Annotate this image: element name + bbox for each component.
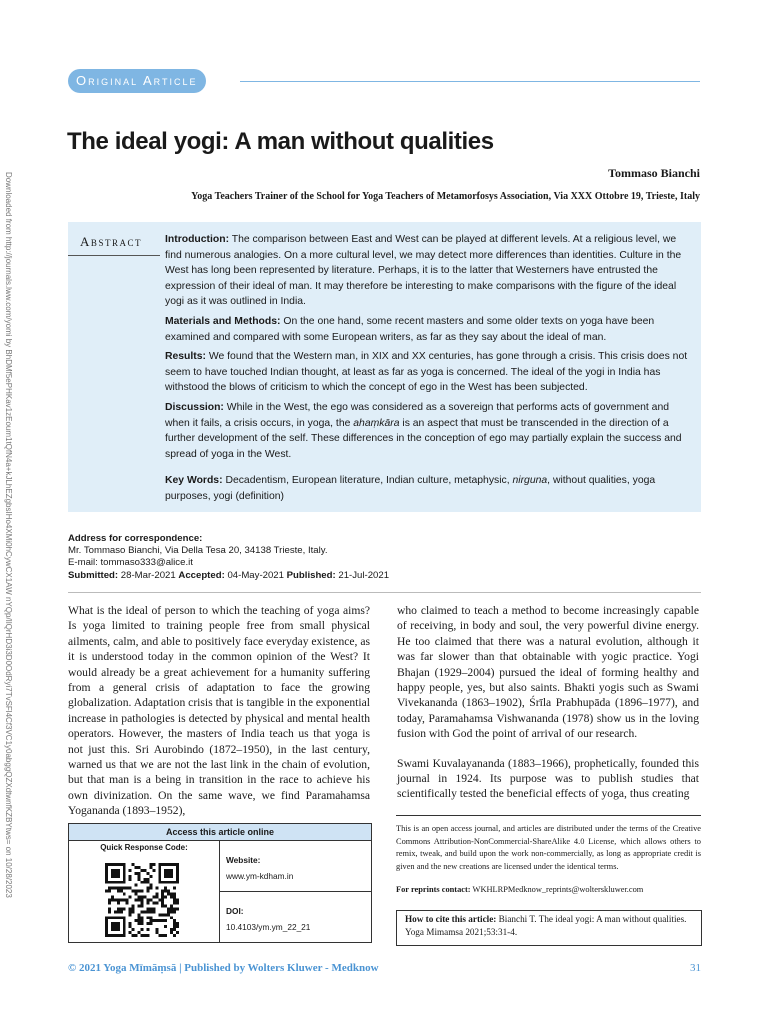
introduction-text: The comparison between East and West can be played at different levels. At a religious level, we find numerous analogies. On a more cultural level, we may detect more differences than identities. Culture in the West has long been represented by literature. Perhaps, it is to the latter that Westerners have entrusted the expression of their ideal of man. It may therefore be interesting to make comparisons with the figure of the ideal yogi as it was outlined in India.	[165, 234, 682, 308]
correspondence-address: Mr. Tommaso Bianchi, Via Della Tesa 20, 34138 Trieste, Italy.	[68, 545, 328, 557]
discussion-text-a: While in the West, the ego was considered as a sovereign that performs acts of government and when it fails, a crisis occurs, in yoga, the	[165, 401, 670, 429]
abstract-label-rule	[68, 255, 160, 256]
keywords-text-a: Decadentism, European literature, Indian culture, metaphysic,	[225, 475, 510, 486]
cite-label: How to cite this article:	[405, 914, 497, 924]
qr-code-icon[interactable]	[105, 863, 179, 937]
download-side-note-text: Downloaded from http://journals.lww.com/yomi by BhDMf5ePHKav1zEoum1tQfN4a+kJLhEZgbsIHo4XMi0hCywCX1AW nYQp/IlQrHD3i3D0OdRyi7TvSFl4Cf3VC1y0abggQZXdtwnfKZBYtws= on 10/28/2023	[4, 172, 13, 898]
discussion-text-b: is an aspect that must be transcended in the direction of a further development of the self. These differences in the conception of ego may partially explain the success and spread of yoga in the West.	[165, 417, 682, 460]
submitted-date: 28-Mar-2021	[120, 569, 176, 581]
body-column-left	[68, 603, 370, 833]
results-text: We found that the Western man, in XIX and XX centuries, has gone through a crisis. This crisis does not seem to have touched Indian thought, at least as far as yoga is concerned. The ideal of the yogi in India has withstood the blows of criticism to which the concept of ego in the West has been subjected.	[165, 351, 688, 394]
keywords	[165, 473, 695, 504]
article-title: The ideal yogi: A man without qualities	[67, 128, 494, 155]
abstract-box	[68, 222, 701, 512]
access-online-box	[68, 823, 372, 943]
accepted-label: Accepted:	[178, 569, 225, 581]
body-paragraph: Swami Kuvalayananda (1883–1966), prophetically, founded this journal in 1924. Its purpose was to publish studies that scientifically tested the beneficial effects of yoga, thus creating	[397, 756, 699, 801]
abstract-discussion	[165, 400, 695, 462]
cite-box	[396, 910, 702, 946]
results-label: Results:	[165, 351, 206, 363]
correspondence-heading: Address for correspondence:	[68, 533, 203, 544]
abstract-methods	[165, 314, 695, 345]
qr-label: Quick Response Code:	[100, 843, 188, 852]
reprints-email[interactable]: WKHLRPMedknow_reprints@wolterskluwer.com	[472, 885, 644, 894]
license-text: This is an open access journal, and articles are distributed under the terms of the Creative Commons Attribution-NonCommercial-ShareAlike 4.0 License, which allows others to remix, tweak, and build upon the work non-commercially, as long as appropriate credit is given and the new creations are licensed under the identical terms.	[396, 824, 701, 871]
doi-label: DOI:	[226, 906, 244, 916]
access-online-heading: Access this article online	[69, 824, 371, 841]
published-label: Published:	[286, 569, 336, 581]
body-paragraph: What is the ideal of person to which the teaching of yoga aims? Is yoga limited to training people free from small physical ailments, calm, and able to positively face everyday existence, as it is understood today in the common opinion of the West? It would already be a great achievement for a humanity suffering from a general crisis of adaptation to face the growing globalization. Adaptation crisis that is tangible in the exponential increase in pathologies is detected by physical and mental health operators. However, the masters of India teach us that yoga is not just this. Sri Aurobindo (1872–1950), in the last century, warned us that we are not the last link in the chain of evolution, but that man is a being in transition in the race to achieve his own divinization. On the same wave, we find Paramahamsa Yogananda (1893–1952),	[68, 604, 370, 818]
reprints-line	[396, 885, 701, 894]
doi-cell	[220, 892, 371, 942]
methods-text: On the one hand, some recent masters and some older texts on yoga have been examined and compared with some European writers, as far as they say about the ideal of man.	[165, 315, 655, 343]
abstract-results	[165, 349, 695, 396]
doi-link[interactable]: 10.4103/ym.ym_22_21	[226, 922, 311, 932]
correspondence-block	[68, 533, 468, 582]
article-type-badge: Original Article	[68, 69, 206, 93]
methods-label: Materials and Methods:	[165, 315, 281, 327]
published-date: 21-Jul-2021	[338, 569, 390, 581]
qr-cell	[69, 841, 220, 942]
download-side-note	[4, 172, 26, 898]
keywords-label: Key Words:	[165, 475, 223, 486]
website-cell	[220, 841, 371, 892]
keywords-text-b: , without qualities, yoga purposes, yogi (definition)	[165, 475, 656, 502]
section-rule	[68, 592, 701, 593]
abstract-text	[165, 232, 695, 466]
abstract-label: Abstract	[80, 234, 142, 249]
article-dates	[68, 570, 468, 582]
body-column-right	[397, 603, 699, 816]
submitted-label: Submitted:	[68, 569, 119, 581]
keywords-term: nirguna	[512, 475, 548, 486]
discussion-term: ahaṃkāra	[353, 417, 400, 429]
page-number: 31	[690, 962, 701, 974]
correspondence-email: E-mail: tommaso333@alice.it	[68, 557, 193, 569]
cite-text: Bianchi T. The ideal yogi: A man without qualities. Yoga Mimamsa 2021;53:31-4.	[405, 914, 687, 937]
abstract-introduction	[165, 232, 695, 310]
header-rule	[240, 81, 700, 82]
introduction-label: Introduction:	[165, 234, 230, 245]
website-link[interactable]: www.ym-kdham.in	[226, 871, 294, 881]
body-paragraph: who claimed to teach a method to become increasingly capable of receiving, in body and soul, the very powerful divine energy. He too claimed that there was a natural evolution, although it was far slower than that obtainable with yogic practice. Yogi Bhajan (1929–2004) pursued the ideal of forming healthy and happy people, yes, but also saints. Bhakti yogis such as Swami Vivekananda (1863–1902), Śrīla Prabhupāda (1896–1977), and today, Paramahamsa Vishwananda (1978) show us in the loving fusion with God the point of arrival of our research.	[397, 604, 699, 741]
accepted-date: 04-May-2021	[227, 569, 284, 581]
author-affiliation: Yoga Teachers Trainer of the School for Yoga Teachers of Metamorfosys Association, Via XXX Ottobre 19, Trieste, Italy	[191, 191, 700, 202]
website-label: Website:	[226, 855, 261, 865]
author-name: Tommaso Bianchi	[608, 166, 700, 180]
license-rule	[396, 815, 701, 816]
reprints-label: For reprints contact:	[396, 885, 471, 894]
discussion-label: Discussion:	[165, 401, 224, 413]
footer-copyright: © 2021 Yoga Mīmāṃsā | Published by Wolters Kluwer - Medknow	[68, 962, 379, 974]
